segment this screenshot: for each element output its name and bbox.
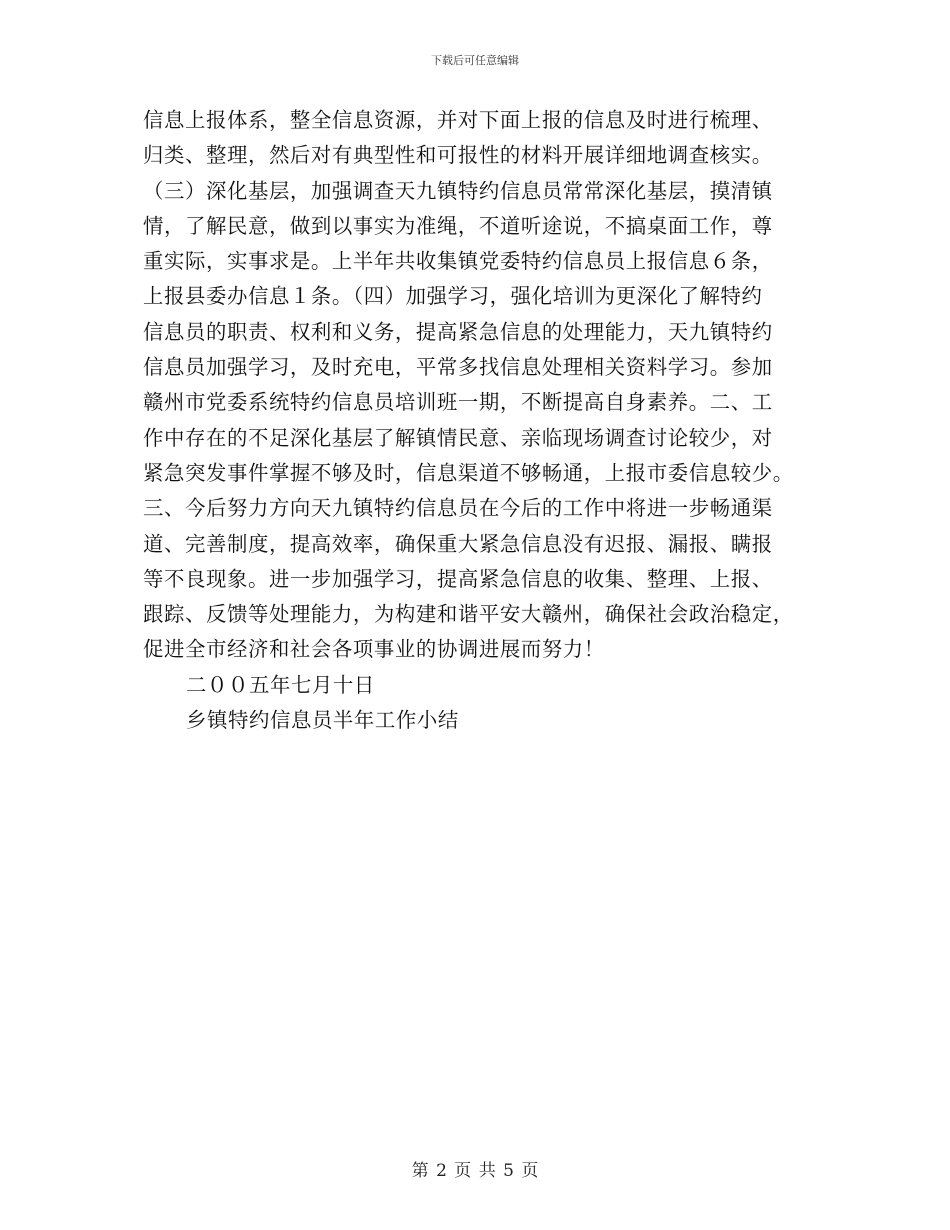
body-line: 作中存在的不足深化基层了解镇情民意、亲临现场调查讨论较少，对 [143, 425, 773, 450]
page-number-footer: 第 2 页 共 5 页 [411, 1161, 539, 1181]
body-line: 促进全市经济和社会各项事业的协调进展而努力！ [143, 637, 605, 662]
body-line: 道、完善制度，提高效率，确保重大紧急信息没有迟报、漏报、瞒报 [143, 531, 773, 556]
body-line: 重实际，实事求是。上半年共收集镇党委特约信息员上报信息６条， [143, 249, 773, 274]
body-line: 情，了解民意，做到以事实为准绳，不道听途说，不搞桌面工作，尊 [143, 213, 773, 238]
body-line: 信息员的职责、权利和义务，提高紧急信息的处理能力，天九镇特约 [143, 319, 773, 344]
body-line: 信息上报体系，整全信息资源，并对下面上报的信息及时进行梳理、 [143, 108, 773, 132]
page-header-note: 下载后可任意编辑 [431, 54, 519, 67]
body-line: 紧急突发事件掌握不够及时，信息渠道不够畅通，上报市委信息较少。 [143, 460, 794, 485]
document-body [143, 103, 811, 738]
body-line: 信息员加强学习，及时充电，平常多找信息处理相关资料学习。参加 [143, 355, 773, 380]
next-section-title: 乡镇特约信息员半年工作小结 [186, 708, 459, 733]
body-line: 上报县委办信息１条。（四）加强学习，强化培训为更深化了解特约 [143, 284, 763, 309]
body-line: 归类、整理，然后对有典型性和可报性的材料开展详细地调查核实。 [143, 143, 773, 168]
body-line: （三）深化基层，加强调查天九镇特约信息员常常深化基层，摸清镇 [143, 178, 773, 203]
body-line: 跟踪、反馈等处理能力，为构建和谐平安大赣州，确保社会政治稳定， [143, 602, 794, 627]
body-line: 三、今后努力方向天九镇特约信息员在今后的工作中将进一步畅通渠 [143, 496, 773, 521]
body-line: 赣州市党委系统特约信息员培训班一期，不断提高自身素养。二、工 [143, 390, 773, 415]
body-line: 等不良现象。进一步加强学习，提高紧急信息的收集、整理、上报、 [143, 566, 773, 591]
document-date: 二００五年七月十日 [186, 672, 375, 697]
